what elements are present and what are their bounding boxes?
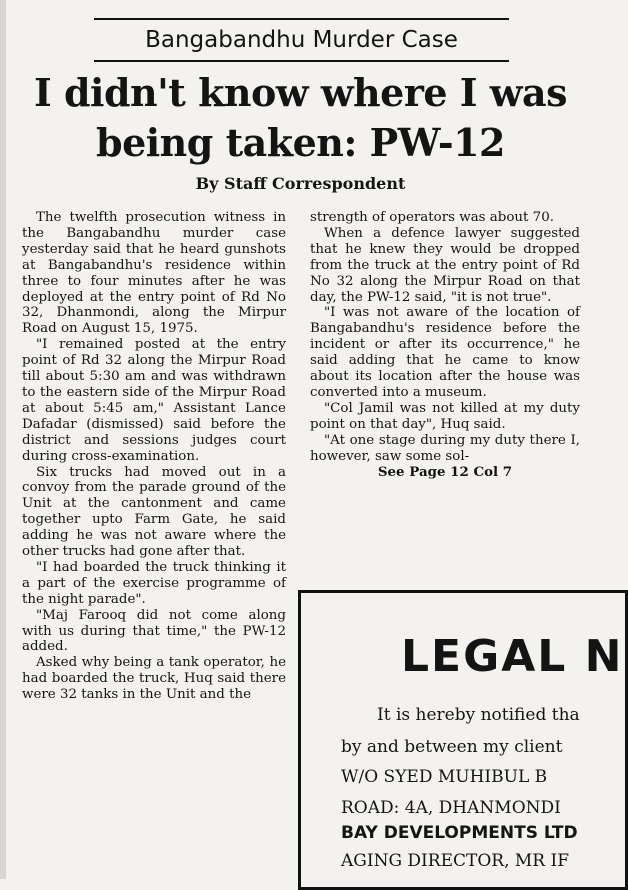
legal-notice-line: BAY DEVELOPMENTS LTD [341, 823, 578, 843]
paragraph: "Maj Farooq did not come along with us during that time," the PW-12 added. [22, 607, 286, 655]
paragraph: Six trucks had moved out in a convoy from the parade ground of the Unit at the cantonment and came together upto Farm Gate, he said adding he was not aware where the other trucks had gone after that. [22, 464, 286, 560]
paragraph: Asked why being a tank operator, he had boarded the truck, Huq said there were 32 tanks in the Unit and the [22, 655, 286, 703]
legal-notice-line: AGING DIRECTOR, MR IF [341, 851, 569, 871]
paragraph: "At one stage during my duty there I, however, saw some sol- [310, 432, 580, 464]
legal-notice-line: It is hereby notified tha [377, 705, 580, 725]
continuation-note: See Page 12 Col 7 [377, 463, 513, 480]
section-kicker: Bangabandhu Murder Case [94, 18, 509, 62]
legal-notice-box [298, 590, 628, 890]
byline: By Staff Correspondent [195, 174, 406, 193]
legal-notice-line: by and between my client [341, 737, 563, 757]
headline-line-1: I didn't know where I was [33, 70, 568, 115]
headline-line-2: being taken: PW-12 [96, 120, 505, 165]
paragraph: "I was not aware of the location of Bangabandhu's residence before the incident or after its occurrence," he said adding that he came to know about its location after the house was converted into a museum. [310, 305, 580, 400]
paragraph: "I remained posted at the entry point of Rd 32 along the Mirpur Road till about 5:30 am and was withdrawn to the eastern side of the Mirpur Road at about 5:45 am," Assistant Lance Dafadar (dismissed) said before the district and sessions judges court during cross-examination. [22, 337, 286, 464]
article-column-1 [22, 210, 286, 703]
paragraph: "Col Jamil was not killed at my duty point on that day", Huq said. [310, 400, 580, 432]
legal-notice-line: ROAD: 4A, DHANMONDI [341, 798, 561, 818]
paragraph: strength of operators was about 70. [310, 210, 554, 225]
legal-notice-title: LEGAL N [401, 631, 624, 682]
legal-notice-line: W/O SYED MUHIBUL B [341, 767, 548, 787]
paragraph: "I had boarded the truck thinking it a part of the exercise programme of the night parade". [22, 559, 286, 607]
paragraph: When a defence lawyer suggested that he knew they would be dropped from the truck at the entry point of Rd No 32 along the Mirpur Road on that day, the PW-12 said, "it is not true". [310, 225, 580, 305]
headline [0, 68, 601, 168]
paragraph: The twelfth prosecution witness in the Bangabandhu murder case yesterday said that he heard gunshots at Bangabandhu's residence within three to four minutes after he was deployed at the entry point of Rd No 32, Dhanmondi, along the Mirpur Road on August 15, 1975. [22, 210, 286, 337]
article-column-2 [310, 210, 580, 480]
